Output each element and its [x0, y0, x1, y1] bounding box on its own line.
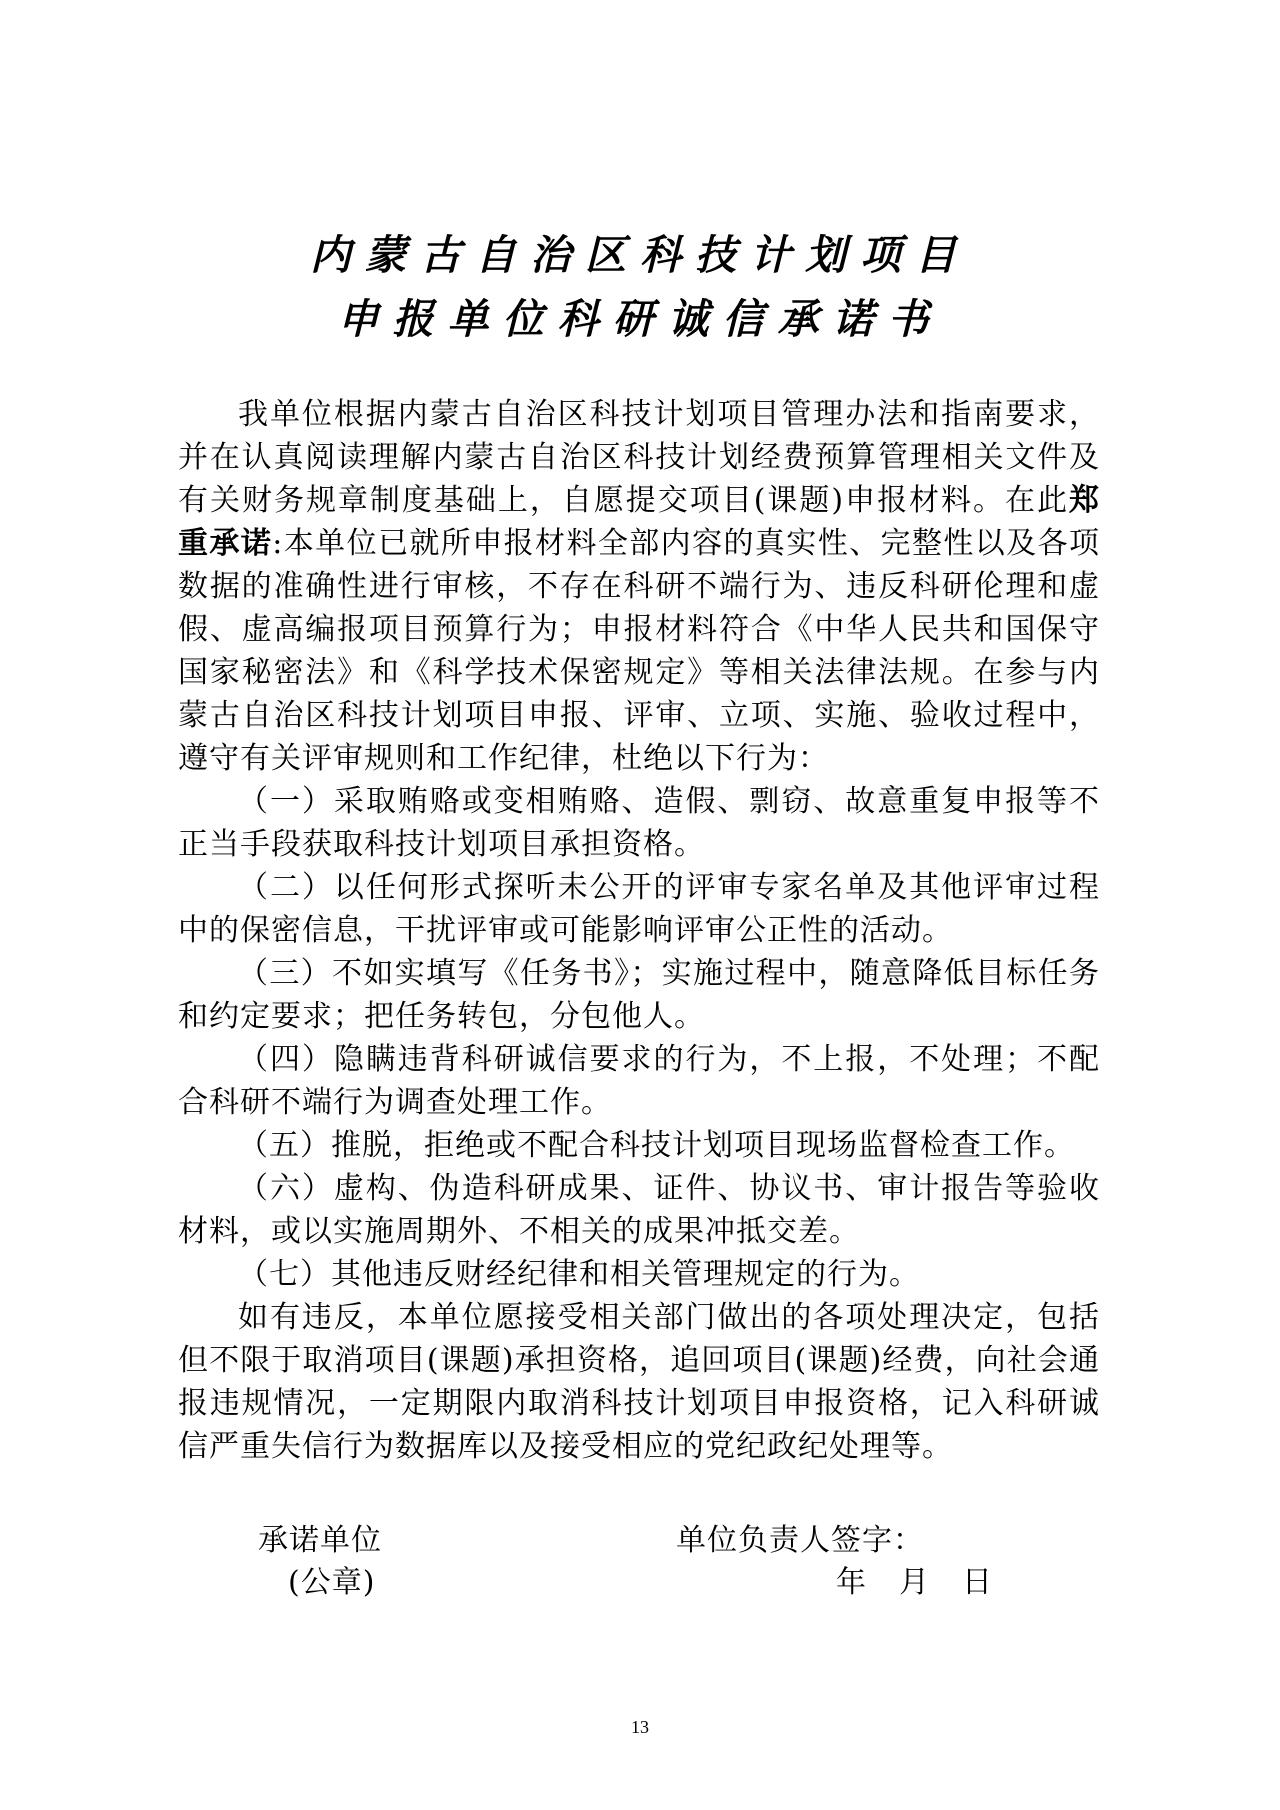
official-seal-label: (公章): [288, 1565, 376, 1600]
page-number: 13: [631, 1717, 649, 1737]
list-item-3: （三）不如实填写《任务书》；实施过程中，随意降低目标任务和约定要求；把任务转包，分包他人。: [178, 956, 1100, 1034]
list-item-7: （七）其他违反财经纪律和相关管理规定的行为。: [238, 1257, 920, 1292]
unit-head-signature-label: 单位负责人签字：: [676, 1523, 924, 1558]
list-item-4: （四）隐瞒违背科研诚信要求的行为，不上报，不处理；不配合科研不端行为调查处理工作。: [178, 1042, 1100, 1120]
date-day-label: 日: [962, 1565, 993, 1600]
intro-text: 我单位根据内蒙古自治区科技计划项目管理办法和指南要求，并在认真阅读理解内蒙古自治区科技计划经费预算管理相关文件及有关财务规章制度基础上，自愿提交项目(课题)申报材料。在此: [178, 397, 1100, 518]
list-item-6: （六）虚构、伪造科研成果、证件、协议书、审计报告等验收材料，或以实施周期外、不相关的成果冲抵交差。: [178, 1171, 1100, 1249]
intro-paragraph: [178, 393, 1100, 780]
date-month-label: 月: [899, 1565, 930, 1600]
title-line-2: 申报单位科研诚信承诺书: [337, 295, 943, 343]
list-item-2: （二）以任何形式探听未公开的评审专家名单及其他评审过程中的保密信息，干扰评审或可能影响评审公正性的活动。: [178, 870, 1100, 948]
committing-unit-label: 承诺单位: [258, 1523, 382, 1558]
title-line-1: 内蒙古自治区科技计划项目: [310, 231, 970, 279]
list-item-5: （五）推脱，拒绝或不配合科技计划项目现场监督检查工作。: [238, 1128, 1075, 1163]
intro-text-continued: :本单位已就所申报材料全部内容的真实性、完整性以及各项数据的准确性进行审核，不存在科研不端行为、违反科研伦理和虚假、虚高编报项目预算行为；申报材料符合《中华人民共和国保守国家秘密法》和《科学技术保密规定》等相关法律法规。在参与内蒙古自治区科技计划项目申报、评审、立项、实施、验收过程中，遵守有关评审规则和工作纪律，杜绝以下行为：: [178, 526, 1101, 776]
solemn-commitment-label: 郑重承诺: [178, 483, 1100, 561]
date-year-label: 年: [836, 1565, 867, 1600]
closing-paragraph: 如有违反，本单位愿接受相关部门做出的各项处理决定，包括但不限于取消项目(课题)承担资格，追回项目(课题)经费，向社会通报违规情况，一定期限内取消科技计划项目申报资格，记入科研诚信严重失信行为数据库以及接受相应的党纪政纪处理等。: [178, 1300, 1100, 1464]
list-item-1: （一）采取贿赂或变相贿赂、造假、剽窃、故意重复申报等不正当手段获取科技计划项目承担资格。: [178, 784, 1100, 862]
commitment-body: [178, 393, 1100, 1468]
date-line: [836, 1563, 993, 1603]
